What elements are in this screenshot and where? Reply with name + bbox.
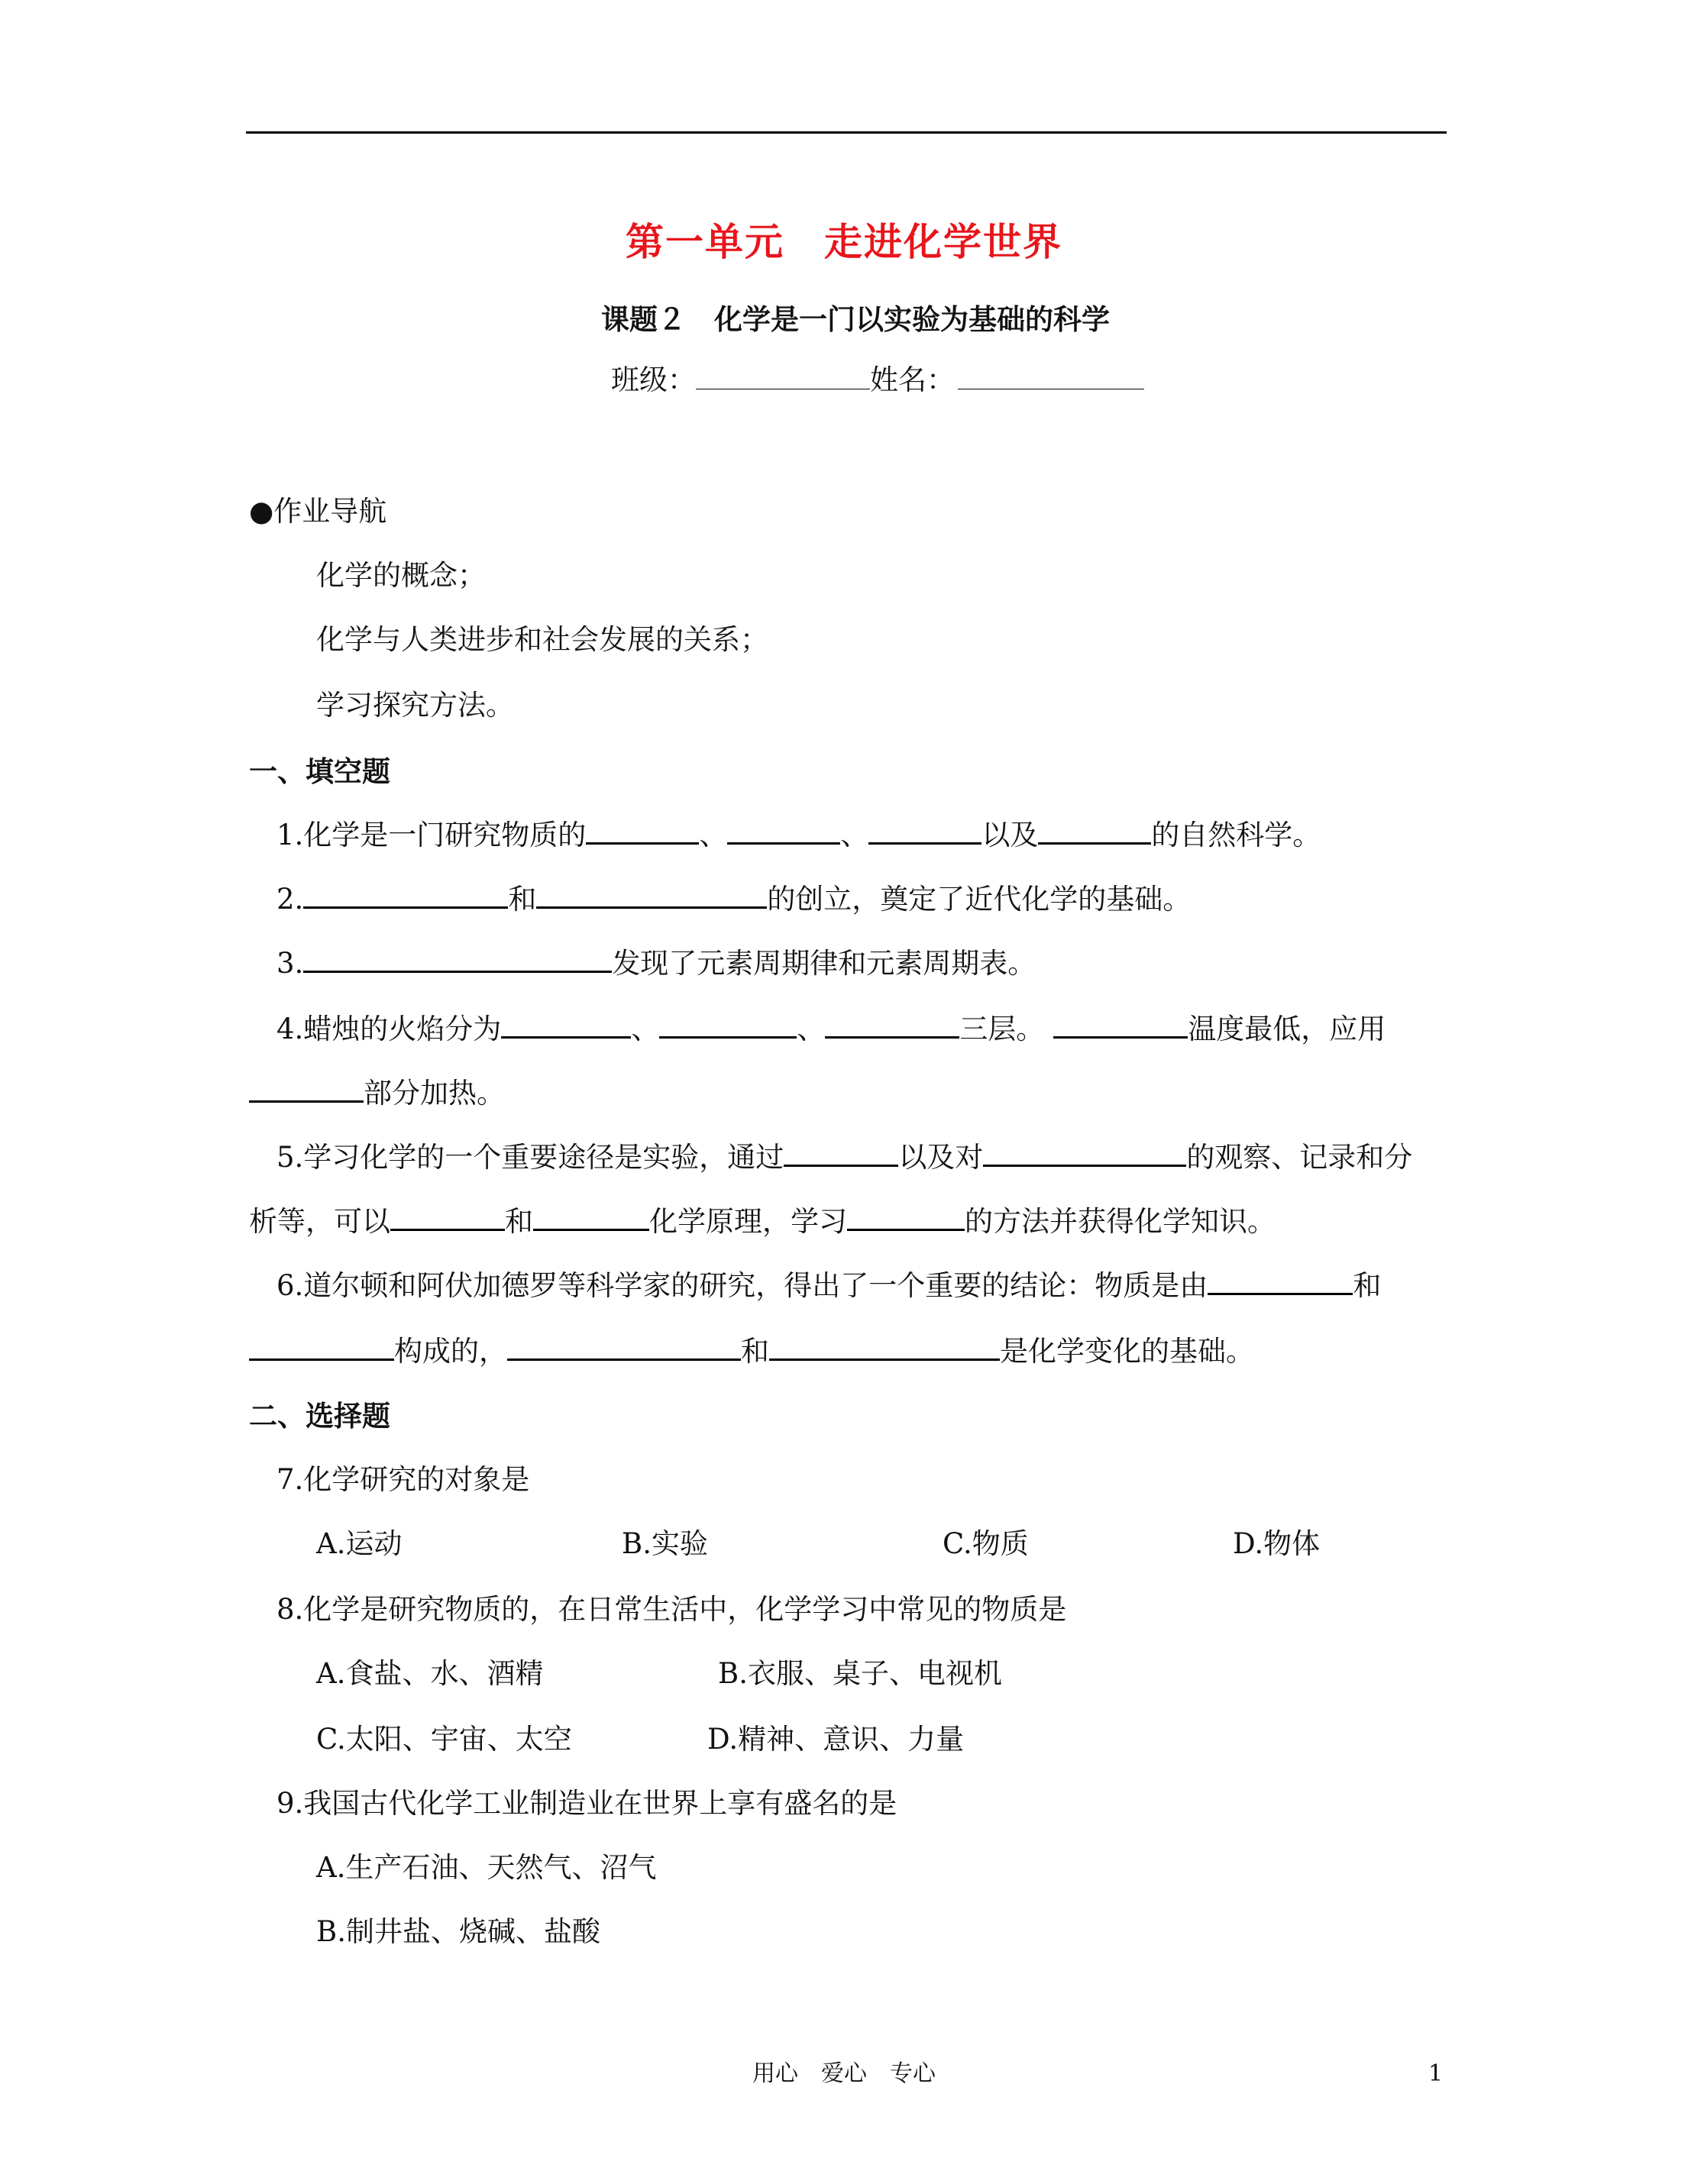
q4-text-b: 、 <box>631 1013 660 1045</box>
q6-blank-1[interactable] <box>1208 1268 1353 1295</box>
q1-blank-3[interactable] <box>868 818 981 845</box>
guide-heading: ●作业导航 <box>249 495 387 528</box>
q4-text-a: 4.蜡烛的火焰分为 <box>276 1013 502 1045</box>
q8-option-a[interactable]: A.食盐、水、酒精 <box>316 1657 544 1690</box>
question-9-stem: 9.我国古代化学工业制造业在世界上享有盛名的是 <box>276 1787 897 1820</box>
section2-heading: 二、选择题 <box>249 1399 390 1433</box>
q1-text-c: 、 <box>840 819 869 851</box>
page-number: 1 <box>1428 2060 1444 2087</box>
question-6-line-2 <box>249 1330 1254 1373</box>
q4-blank-5[interactable] <box>249 1076 364 1103</box>
guide-item-2: 化学与人类进步和社会发展的关系； <box>316 623 768 656</box>
q5-text-c: 的观察、记录和分 <box>1186 1141 1413 1174</box>
q5-blank-3[interactable] <box>390 1204 505 1231</box>
q7-option-c[interactable]: C.物质 <box>943 1527 1029 1560</box>
q7-option-a[interactable]: A.运动 <box>316 1527 403 1560</box>
q1-blank-2[interactable] <box>727 818 840 845</box>
student-info-row <box>611 359 1144 402</box>
q8-option-c[interactable]: C.太阳、宇宙、太空 <box>316 1723 572 1756</box>
q3-text-b: 发现了元素周期律和元素周期表。 <box>612 947 1036 980</box>
q4-blank-2[interactable] <box>659 1012 797 1039</box>
q6-blank-2[interactable] <box>249 1334 394 1361</box>
question-7-stem: 7.化学研究的对象是 <box>276 1463 530 1496</box>
q2-text-b: 和 <box>508 883 537 916</box>
q1-blank-1[interactable] <box>586 818 699 845</box>
q6-text-b: 和 <box>1353 1269 1382 1302</box>
q5-blank-1[interactable] <box>784 1140 898 1167</box>
page-subtitle: 课题２ 化学是一门以实验为基础的科学 <box>601 302 1110 336</box>
question-6-line-1 <box>276 1265 1381 1307</box>
question-5-line-2 <box>249 1200 1276 1243</box>
q8-option-b[interactable]: B.衣服、桌子、电视机 <box>718 1657 1002 1690</box>
q1-blank-4[interactable] <box>1038 818 1151 845</box>
question-5-line-1 <box>276 1136 1412 1179</box>
q6-text-e: 是化学变化的基础。 <box>1000 1335 1254 1368</box>
q4-text-c: 、 <box>797 1013 826 1045</box>
q5-text-e: 和 <box>505 1205 533 1238</box>
q5-text-d: 析等，可以 <box>249 1205 390 1238</box>
q7-option-b[interactable]: B.实验 <box>622 1527 708 1560</box>
q4-blank-3[interactable] <box>825 1012 959 1039</box>
q4-blank-1[interactable] <box>501 1012 631 1039</box>
q5-text-f: 化学原理，学习 <box>649 1205 847 1238</box>
q6-text-d: 和 <box>741 1335 769 1368</box>
q7-option-d[interactable]: D.物体 <box>1233 1527 1321 1560</box>
q8-option-d[interactable]: D.精神、意识、力量 <box>707 1723 965 1756</box>
q5-text-b: 以及对 <box>898 1141 984 1174</box>
footer-motto: 用心 爱心 专心 <box>752 2060 936 2087</box>
q6-blank-4[interactable] <box>769 1334 1000 1361</box>
q3-text-a: 3. <box>276 947 304 980</box>
q2-blank-1[interactable] <box>303 882 508 909</box>
q5-blank-5[interactable] <box>847 1204 965 1231</box>
question-4-line-1 <box>276 1008 1386 1051</box>
q3-blank-1[interactable] <box>303 946 612 973</box>
section1-heading: 一、填空题 <box>249 754 390 788</box>
q6-blank-3[interactable] <box>507 1334 741 1361</box>
q1-text-b: 、 <box>699 819 728 851</box>
q6-text-c: 构成的， <box>394 1335 507 1368</box>
q5-blank-4[interactable] <box>533 1204 649 1231</box>
question-2 <box>276 878 1191 921</box>
question-8-stem: 8.化学是研究物质的，在日常生活中，化学学习中常见的物质是 <box>276 1593 1067 1626</box>
name-label: 姓名： <box>870 363 955 396</box>
q4-text-f: 部分加热。 <box>364 1077 505 1110</box>
q4-blank-4[interactable] <box>1053 1012 1188 1039</box>
q6-text-a: 6.道尔顿和阿伏加德罗等科学家的研究，得出了一个重要的结论：物质是由 <box>276 1269 1208 1302</box>
q2-text-c: 的创立，奠定了近代化学的基础。 <box>767 883 1192 916</box>
guide-item-3: 学习探究方法。 <box>316 689 514 722</box>
question-1 <box>276 814 1321 857</box>
page-title: 第一单元 走进化学世界 <box>626 219 1062 264</box>
header-rule <box>246 131 1447 134</box>
q1-text-a: 1.化学是一门研究物质的 <box>276 819 587 851</box>
q9-option-a[interactable]: A.生产石油、天然气、沼气 <box>316 1851 657 1884</box>
class-blank[interactable] <box>696 388 870 389</box>
q1-text-e: 的自然科学。 <box>1151 819 1321 851</box>
q2-text-a: 2. <box>276 883 304 916</box>
name-blank[interactable] <box>958 388 1144 389</box>
q5-blank-2[interactable] <box>983 1140 1186 1167</box>
question-3 <box>276 942 1036 985</box>
class-label: 班级： <box>611 363 696 396</box>
guide-item-1: 化学的概念； <box>316 559 486 592</box>
q5-text-a: 5.学习化学的一个重要途径是实验，通过 <box>276 1141 784 1174</box>
q4-text-e: 温度最低，应用 <box>1188 1013 1386 1045</box>
q1-text-d: 以及 <box>981 819 1039 851</box>
q5-text-g: 的方法并获得化学知识。 <box>965 1205 1276 1238</box>
q2-blank-2[interactable] <box>536 882 767 909</box>
question-4-line-2 <box>249 1072 505 1115</box>
q9-option-b[interactable]: B.制井盐、烧碱、盐酸 <box>316 1915 600 1948</box>
q4-text-d: 三层。 <box>959 1013 1045 1045</box>
